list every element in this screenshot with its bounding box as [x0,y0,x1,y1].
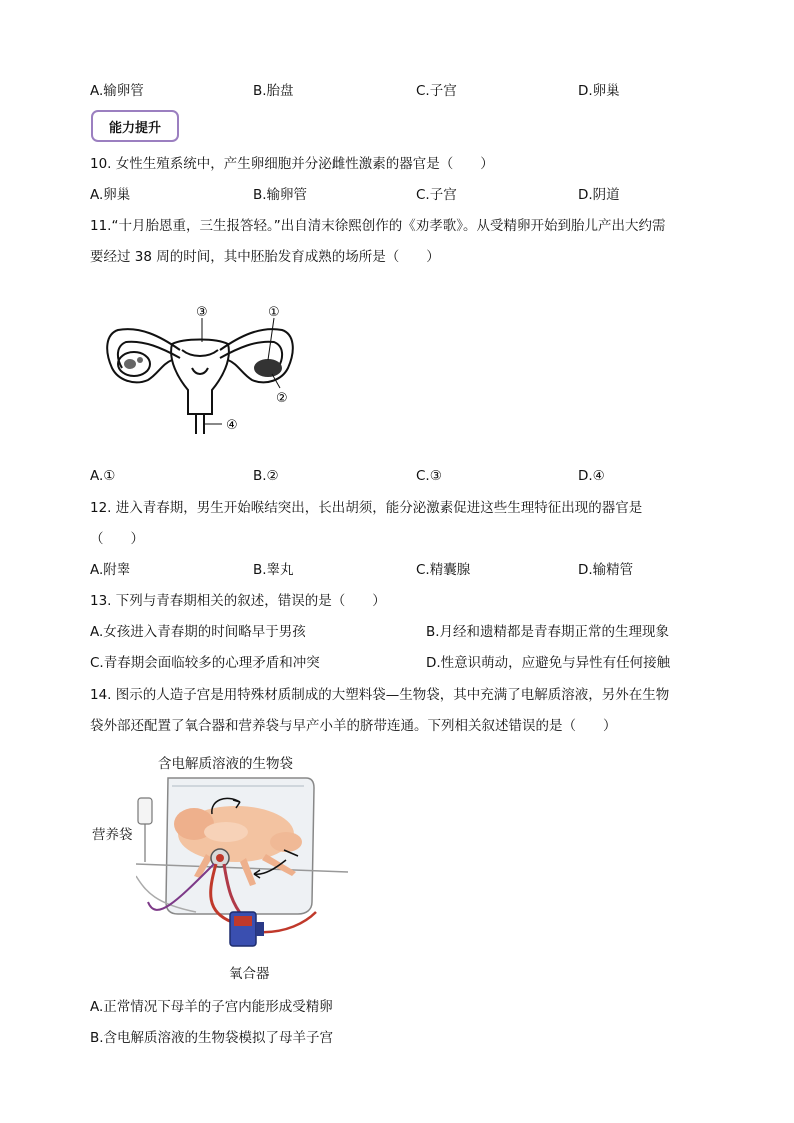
q9-option-c[interactable]: C.子宫 [416,83,457,99]
uterus-diagram [100,298,300,438]
q9-option-a[interactable]: A.输卵管 [90,83,144,99]
label-1: ① [268,305,280,320]
q11-stem-line2: 要经过 38 周的时间，其中胚胎发育成熟的场所是（ ） [90,249,440,265]
q11-option-a[interactable]: A.① [90,468,116,484]
bio-bag-caption: 含电解质溶液的生物袋 [158,756,293,772]
q10-option-a[interactable]: A.卵巢 [90,187,131,203]
q10-option-c[interactable]: C.子宫 [416,187,457,203]
oxygenator [230,912,264,946]
q9-option-b[interactable]: B.胎盘 [253,83,294,99]
q14-stem-line2: 袋外部还配置了氧合器和营养袋与早产小羊的脐带连通。下列相关叙述错误的是（ ） [90,718,617,734]
q13-option-b[interactable]: B.月经和遗精都是青春期正常的生理现象 [426,624,670,640]
q12-option-d[interactable]: D.输精管 [578,562,634,578]
q10-option-b[interactable]: B.输卵管 [253,187,308,203]
q13-option-a[interactable]: A.女孩进入青春期的时间略早于男孩 [90,624,306,640]
q12-option-c[interactable]: C.精囊腺 [416,562,471,578]
oxygenator-caption: 氧合器 [229,966,270,982]
q10-option-d[interactable]: D.阴道 [578,187,620,203]
right-ovary [254,359,282,377]
q14-option-b[interactable]: B.含电解质溶液的生物袋模拟了母羊子宫 [90,1030,334,1046]
q13-stem: 13. 下列与青春期相关的叙述，错误的是（ ） [90,593,386,609]
nutrient-bag [138,798,152,824]
q14-stem-line1: 14. 图示的人造子宫是用特殊材质制成的大塑料袋—生物袋，其中充满了电解质溶液，另外在生物 [90,687,670,703]
q11-option-c[interactable]: C.③ [416,468,442,484]
q12-stem-line1: 12. 进入青春期，男生开始喉结突出，长出胡须，能分泌激素促进这些生理特征出现的器官是 [90,500,643,516]
q12-option-a[interactable]: A.附睾 [90,562,131,578]
label-2: ② [276,391,288,406]
q13-option-c[interactable]: C.青春期会面临较多的心理矛盾和冲突 [90,655,320,671]
label-3: ③ [196,305,208,320]
q14-option-a[interactable]: A.正常情况下母羊的子宫内能形成受精卵 [90,999,333,1015]
q12-stem-line2: （ ） [90,531,144,547]
section-badge: 能力提升 [91,110,179,142]
q13-option-d[interactable]: D.性意识萌动，应避免与异性有任何接触 [426,655,671,671]
q10-stem: 10. 女性生殖系统中，产生卵细胞并分泌雌性激素的器官是（ ） [90,156,494,172]
q11-option-d[interactable]: D.④ [578,468,605,484]
label-4: ④ [226,418,238,433]
q11-option-b[interactable]: B.② [253,468,279,484]
nutrient-bag-caption: 营养袋 [92,827,133,843]
artificial-womb-figure [136,772,351,962]
q11-stem-line1: 11.“十月胎恩重，三生报答轻。”出自清末徐熙创作的《劝孝歌》。从受精卵开始到胎儿产出大约需 [90,218,666,234]
q9-option-d[interactable]: D.卵巢 [578,83,620,99]
q12-option-b[interactable]: B.睾丸 [253,562,294,578]
